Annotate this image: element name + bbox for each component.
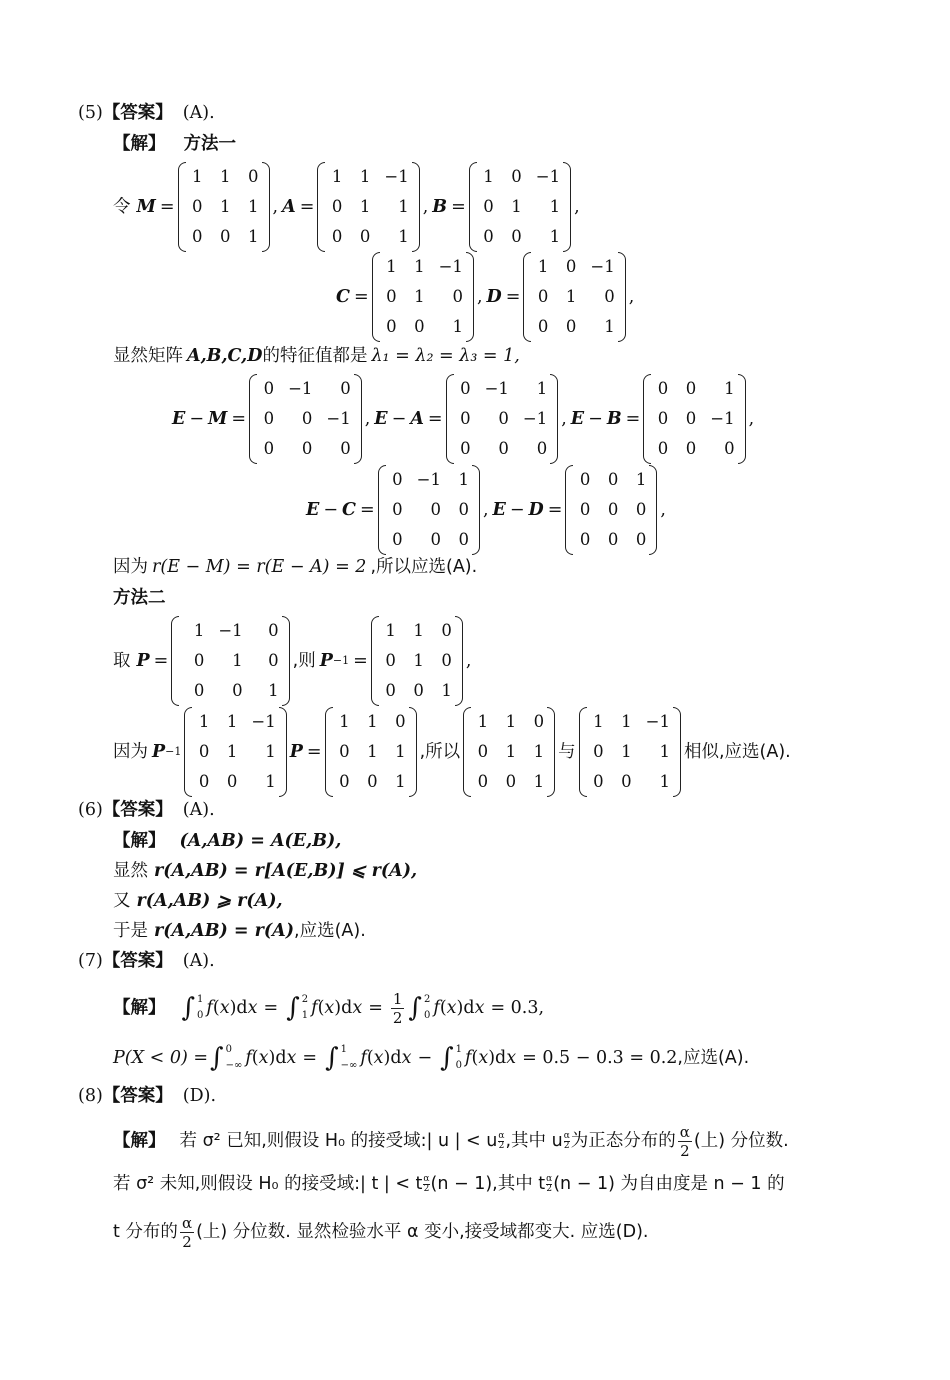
q5-label: (5) xyxy=(78,103,103,123)
matrix-B xyxy=(469,162,571,252)
q8-text-3: 为正态分布的 xyxy=(570,1131,676,1151)
matrix-cell: 0 xyxy=(263,379,275,398)
matrix-cell: 0 xyxy=(340,379,351,398)
matrix-cell: 0 xyxy=(386,317,397,336)
matrix-cell: 1 xyxy=(511,197,522,216)
matrix-cell: 0 xyxy=(657,409,669,428)
right-paren xyxy=(455,616,463,706)
matrix-cell: 1 xyxy=(248,227,259,246)
left-paren xyxy=(171,616,179,706)
right-paren xyxy=(673,707,681,797)
matrix-def-line-2: C = 1 1 −1 0 1 0 0 0 1 , D = 1 0 −1 0 1 0 0 0 1 , xyxy=(336,252,634,342)
matrix-cell: 1 xyxy=(398,227,409,246)
eig-mid: 的特征值都是 xyxy=(262,346,368,366)
matrix-cell: 0 xyxy=(268,651,279,670)
matrix-S1 xyxy=(184,707,286,797)
matrix-cell: −1 xyxy=(288,379,313,398)
matrix-cell: 1 xyxy=(220,197,231,216)
matrix-cell: 0 xyxy=(724,439,735,458)
q8-text-7: (n − 1) 为自由度是 n − 1 的 xyxy=(553,1174,785,1194)
matrix-cell: 1 xyxy=(565,287,577,306)
similar-conclusion: 相似,应选(A). xyxy=(683,742,791,762)
q8-text-6: (n − 1),其中 t xyxy=(430,1174,546,1194)
matrix-grid xyxy=(257,374,354,464)
solution-tag: 【解】 xyxy=(113,134,166,154)
matrix-grid xyxy=(380,252,466,342)
right-paren xyxy=(738,374,746,464)
matrix-grid xyxy=(587,707,673,797)
matrix-cell: 0 xyxy=(537,317,549,336)
matrix-cell: 1 xyxy=(593,712,604,731)
matrix-cell: 1 xyxy=(452,317,463,336)
right-paren xyxy=(409,707,417,797)
matrix-cell: 1 xyxy=(659,742,670,761)
q5-answer-line xyxy=(78,100,215,126)
matrix-cell: 1 xyxy=(220,167,231,186)
solution-tag: 【解】 xyxy=(113,1131,166,1151)
left-paren xyxy=(371,616,379,706)
matrix-cell: 0 xyxy=(607,470,619,489)
matrix-cell: 1 xyxy=(232,651,243,670)
matrix-E-minus-M xyxy=(249,374,362,464)
matrix-cell: 0 xyxy=(452,287,463,306)
solution-tag: 【解】 xyxy=(113,831,166,851)
matrix-cell: −1 xyxy=(251,712,276,731)
matrix-cell: 0 xyxy=(505,772,517,791)
matrix-cell: 0 xyxy=(579,530,591,549)
q8-solution-line-3: t 分布的 $\frac{\alpha}{2}$ (上) 分位数. 显然检验水平 α 变小,接受域都变大. 应选(D). xyxy=(113,1213,649,1251)
matrix-cell: 0 xyxy=(248,167,259,186)
matrix-cell: 0 xyxy=(392,500,403,519)
matrix-cell: 0 xyxy=(657,439,669,458)
matrix-cell: 0 xyxy=(331,227,343,246)
q7-equation-line-1: 【解】 ∫ 1 0 f ( x )d x = ∫ 2 1 f ( x )d x = $\frac{1}{2}$ ∫ 2 0 f ( x )d x = 0.3, xyxy=(113,989,545,1027)
q7-label: (7) xyxy=(78,951,103,971)
matrix-cell: 0 xyxy=(441,651,452,670)
matrix-cell: 0 xyxy=(192,227,203,246)
left-paren xyxy=(579,707,587,797)
q8-text-1: 若 σ² 已知,则假设 H₀ 的接受域:| u | < u xyxy=(179,1131,498,1151)
right-paren xyxy=(354,374,362,464)
matrix-cell: 0 xyxy=(458,530,469,549)
matrix-cell: 0 xyxy=(685,379,697,398)
matrix-cell: 1 xyxy=(604,317,615,336)
matrix-cell: −1 xyxy=(438,257,463,276)
right-paren xyxy=(279,707,287,797)
matrix-cell: 0 xyxy=(413,681,424,700)
answer-tag: 【答案】 xyxy=(102,1086,173,1106)
matrix-grid xyxy=(186,162,262,252)
matrix-cell: 1 xyxy=(414,287,425,306)
matrix-cell: 0 xyxy=(263,439,275,458)
matrix-cell: 1 xyxy=(268,681,279,700)
right-paren xyxy=(412,162,420,252)
matrix-C xyxy=(372,252,474,342)
matrix-cell: 0 xyxy=(533,712,545,731)
matrix-grid xyxy=(379,616,455,706)
right-paren xyxy=(649,465,657,555)
matrix-grid xyxy=(471,707,547,797)
matrix-cell: 1 xyxy=(398,197,409,216)
q8-text-5: 若 σ² 未知,则假设 H₀ 的接受域:| t | < t xyxy=(113,1174,423,1194)
matrix-cell: 1 xyxy=(477,712,489,731)
q6-equation-4: r(A,AB) = r(A) xyxy=(154,921,295,941)
matrix-grid xyxy=(325,162,411,252)
q8-text-4: (上) 分位数. xyxy=(693,1131,789,1151)
matrix-cell: 1 xyxy=(533,742,545,761)
matrix-cell: 0 xyxy=(339,742,350,761)
matrix-cell: 0 xyxy=(220,227,231,246)
matrix-cell: 0 xyxy=(565,317,577,336)
right-paren xyxy=(547,707,555,797)
matrix-grid xyxy=(192,707,278,797)
matrix-S1-copy xyxy=(579,707,681,797)
matrix-cell: 1 xyxy=(724,379,735,398)
q7-answer: (A). xyxy=(182,951,215,971)
q6-text-4: 于是 xyxy=(113,921,148,941)
right-paren xyxy=(282,616,290,706)
matrix-cell: −1 xyxy=(484,379,509,398)
right-paren xyxy=(550,374,558,464)
q6-answer-line xyxy=(78,797,215,823)
matrix-grid xyxy=(179,616,281,706)
matrix-cell: 0 xyxy=(565,257,577,276)
matrix-cell: 1 xyxy=(536,379,548,398)
matrix-cell: 1 xyxy=(549,197,561,216)
matrix-grid xyxy=(386,465,472,555)
matrix-cell: 0 xyxy=(604,287,615,306)
matrix-cell: 1 xyxy=(359,197,371,216)
solution-tag: 【解】 xyxy=(113,998,166,1018)
matrix-cell: 0 xyxy=(339,772,350,791)
matrix-cell: 0 xyxy=(268,621,279,640)
matrix-cell: 0 xyxy=(460,379,471,398)
matrix-cell: −1 xyxy=(535,167,561,186)
matrix-cell: −1 xyxy=(645,712,670,731)
matrix-cell: 0 xyxy=(386,287,397,306)
q8-solution-line-1: 【解】 若 σ² 已知,则假设 H₀ 的接受域:| u | < u α 2 ,其中 u α 2 为正态分布的 $\frac{\alpha}{2}$ (上) 分位数. xyxy=(113,1122,789,1160)
matrix-cell: 0 xyxy=(511,167,522,186)
left-paren xyxy=(469,162,477,252)
matrix-cell: 0 xyxy=(621,772,632,791)
method-two-line xyxy=(113,585,166,611)
matrix-cell: −1 xyxy=(218,621,243,640)
matrix-cell: 0 xyxy=(458,500,469,519)
matrix-cell: 0 xyxy=(340,439,351,458)
matrix-cell: 1 xyxy=(621,742,632,761)
matrix-cell: 1 xyxy=(331,167,343,186)
q7-conclusion: ,应选(A). xyxy=(677,1048,750,1068)
rank-conclusion-line xyxy=(113,554,477,580)
answer-tag: 【答案】 xyxy=(102,103,173,123)
right-paren xyxy=(563,162,571,252)
q8-text-9: (上) 分位数. 显然检验水平 α 变小,接受域都变大. 应选(D). xyxy=(196,1222,649,1242)
matrix-cell: 0 xyxy=(192,197,203,216)
left-paren xyxy=(178,162,186,252)
matrix-cell: 1 xyxy=(265,772,276,791)
left-paren xyxy=(463,707,471,797)
matrix-cell: 0 xyxy=(579,470,591,489)
q7-equation-line-2: P(X < 0) = ∫ 0 −∞ f ( x )d x = ∫ 1 −∞ f ( x )d x − ∫ 1 0 f ( x )d x = 0.5 − 0.3 = 0.2 ,应选(A). xyxy=(113,1043,750,1073)
q7-answer-line xyxy=(78,948,215,974)
matrix-cell: 0 xyxy=(232,681,243,700)
matrix-cell: 0 xyxy=(607,530,619,549)
q6-solution-line-3 xyxy=(113,888,283,914)
matrix-cell: 0 xyxy=(392,470,403,489)
matrix-cell: 1 xyxy=(265,742,276,761)
q7-result-2: = 0.5 − 0.3 = 0.2 xyxy=(522,1048,678,1068)
because-word-2: 因为 xyxy=(113,742,148,762)
conclusion-text: ,所以应选(A). xyxy=(370,557,478,577)
matrix-cell: 0 xyxy=(460,439,471,458)
q8-text-2: ,其中 u xyxy=(505,1131,563,1151)
matrix-cell: 0 xyxy=(685,439,697,458)
matrix-cell: −1 xyxy=(590,257,615,276)
matrix-cell: 0 xyxy=(414,317,425,336)
q6-solution-line-2 xyxy=(113,858,417,884)
take-word: 取 xyxy=(113,651,131,671)
matrix-grid xyxy=(454,374,551,464)
matrix-grid xyxy=(531,252,617,342)
matrix-cell: 1 xyxy=(367,712,378,731)
matrix-cell: 0 xyxy=(301,439,313,458)
right-paren xyxy=(262,162,270,252)
matrix-cell: 0 xyxy=(395,712,406,731)
difference-matrices-line-2: E − C = 0 −1 1 0 0 0 0 0 0 , E − D = 0 0 1 0 0 0 0 0 0 , xyxy=(306,465,666,555)
matrix-cell: 0 xyxy=(430,530,441,549)
matrix-grid xyxy=(477,162,563,252)
let-word: 令 xyxy=(113,197,131,217)
matrix-cell: 1 xyxy=(441,681,452,700)
q6-text-3: 又 xyxy=(113,891,131,911)
q6-label: (6) xyxy=(78,800,103,820)
q8-label: (8) xyxy=(78,1086,103,1106)
matrix-cell: 0 xyxy=(263,409,275,428)
q8-solution-line-2: 若 σ² 未知,则假设 H₀ 的接受域:| t | < t α 2 (n − 1),其中 t α 2 (n − 1) 为自由度是 n − 1 的 xyxy=(113,1166,785,1202)
matrix-cell: 0 xyxy=(198,772,210,791)
eigenvalue-line xyxy=(113,343,520,369)
matrix-cell: 1 xyxy=(505,712,517,731)
matrix-cell: 0 xyxy=(483,197,494,216)
eig-text: 显然矩阵 xyxy=(113,346,183,366)
left-paren xyxy=(378,465,386,555)
q8-answer: (D). xyxy=(182,1086,217,1106)
matrix-cell: 1 xyxy=(395,772,406,791)
matrix-cell: 1 xyxy=(339,712,350,731)
left-paren xyxy=(372,252,380,342)
q7-result-1: = 0.3, xyxy=(490,998,545,1018)
left-paren xyxy=(184,707,192,797)
matrix-cell: 0 xyxy=(193,681,205,700)
left-paren xyxy=(565,465,573,555)
matrix-cell: 0 xyxy=(483,227,494,246)
answer-tag: 【答案】 xyxy=(102,951,173,971)
q5-solution-head xyxy=(113,131,236,157)
matrix-cell: 1 xyxy=(395,742,406,761)
eig-values: λ₁ = λ₂ = λ₃ = 1, xyxy=(371,346,520,366)
matrix-cell: 0 xyxy=(607,500,619,519)
matrix-cell: −1 xyxy=(710,409,735,428)
matrix-cell: 1 xyxy=(537,257,549,276)
matrix-cell: 0 xyxy=(593,772,604,791)
matrix-cell: 1 xyxy=(359,167,371,186)
left-paren xyxy=(446,374,454,464)
matrix-cell: 1 xyxy=(385,621,396,640)
similarity-line: 因为 P −1 1 1 −1 0 1 1 0 0 1 P = 1 1 0 0 1 1 0 0 1 ,所以 1 1 0 0 1 1 0 0 1 与 1 1 −1 0 1 1 0 0 1 相似,应选(A). xyxy=(113,707,791,797)
q6-solution-line-4 xyxy=(113,918,366,944)
matrix-cell: 1 xyxy=(248,197,259,216)
matrix-grid xyxy=(651,374,737,464)
left-paren xyxy=(643,374,651,464)
q6-equation-1: (A,AB) = A(E,B), xyxy=(179,831,342,851)
q6-solution-line-1 xyxy=(113,828,341,854)
q6-text-2: 显然 xyxy=(113,861,148,881)
matrix-cell: 1 xyxy=(533,772,545,791)
matrix-cell: 1 xyxy=(193,621,205,640)
matrix-cell: 0 xyxy=(385,681,396,700)
left-paren xyxy=(317,162,325,252)
matrix-cell: 0 xyxy=(460,409,471,428)
matrix-cell: 0 xyxy=(685,409,697,428)
matrix-cell: 1 xyxy=(505,742,517,761)
matrix-cell: 0 xyxy=(359,227,371,246)
matrix-cell: 0 xyxy=(430,500,441,519)
matrix-cell: 0 xyxy=(477,742,489,761)
q6-answer: (A). xyxy=(182,800,215,820)
matrix-cell: 0 xyxy=(198,742,210,761)
and-word: 与 xyxy=(558,742,576,762)
matrix-cell: 0 xyxy=(226,772,238,791)
matrix-M xyxy=(178,162,270,252)
matrix-cell: 0 xyxy=(498,439,509,458)
matrix-grid xyxy=(573,465,649,555)
q7-prob-label: P(X < 0) = xyxy=(113,1048,209,1068)
difference-matrices-line-1: E − M = 0 −1 0 0 0 −1 0 0 0 , E − A = 0 −1 1 0 0 −1 0 0 0 , E − B = 0 0 1 0 0 −1 0 0 0 , xyxy=(172,374,754,464)
matrix-cell: 1 xyxy=(413,621,424,640)
matrix-cell: 1 xyxy=(198,712,210,731)
right-paren xyxy=(466,252,474,342)
matrix-cell: 0 xyxy=(593,742,604,761)
matrix-cell: 0 xyxy=(536,439,548,458)
matrix-cell: 0 xyxy=(301,409,313,428)
matrix-cell: 1 xyxy=(621,712,632,731)
matrix-cell: 0 xyxy=(657,379,669,398)
left-paren xyxy=(325,707,333,797)
matrix-cell: 0 xyxy=(537,287,549,306)
matrix-E-minus-D xyxy=(565,465,657,555)
matrix-cell: −1 xyxy=(522,409,548,428)
matrix-E-minus-C xyxy=(378,465,480,555)
matrix-def-line-1: 令 M = 1 1 0 0 1 1 0 0 1 , A = 1 1 −1 0 1 1 0 0 1 , B = 1 0 −1 0 1 1 0 0 1 , xyxy=(113,162,580,252)
matrix-cell: 0 xyxy=(367,772,378,791)
then-word: ,则 xyxy=(292,651,316,671)
matrix-cell: 0 xyxy=(392,530,403,549)
q6-conclusion: ,应选(A). xyxy=(294,921,366,941)
matrix-cell: 0 xyxy=(635,500,647,519)
q8-answer-line xyxy=(78,1083,216,1109)
eig-matrices: A,B,C,D xyxy=(187,346,263,366)
matrix-cell: 0 xyxy=(331,197,343,216)
matrix-E-minus-B xyxy=(643,374,745,464)
matrix-P xyxy=(171,616,289,706)
matrix-cell: 1 xyxy=(549,227,561,246)
matrix-cell: 1 xyxy=(414,257,425,276)
rank-equation: r(E − M) = r(E − A) = 2 xyxy=(152,557,367,577)
q5-answer: (A). xyxy=(182,103,215,123)
matrix-cell: 0 xyxy=(498,409,509,428)
matrix-cell: 1 xyxy=(192,167,203,186)
left-paren xyxy=(249,374,257,464)
matrix-cell: −1 xyxy=(326,409,351,428)
matrix-cell: −1 xyxy=(416,470,441,489)
matrix-E-minus-A xyxy=(446,374,559,464)
method-one-title: 方法一 xyxy=(183,134,236,154)
matrix-cell: 0 xyxy=(385,651,396,670)
so-word: ,所以 xyxy=(419,742,461,762)
matrix-S2 xyxy=(325,707,417,797)
matrix-cell: 1 xyxy=(635,470,647,489)
matrix-cell: 1 xyxy=(659,772,670,791)
matrix-cell: 1 xyxy=(226,742,238,761)
q8-text-8: t 分布的 xyxy=(113,1222,178,1242)
p-def-line: 取 P = 1 −1 0 0 1 0 0 0 1 ,则 P −1 = 1 1 0 0 1 0 0 0 1 , xyxy=(113,616,471,706)
matrix-cell: 0 xyxy=(441,621,452,640)
right-paren xyxy=(618,252,626,342)
q6-equation-2: r(A,AB) = r[A(E,B)] ⩽ r(A), xyxy=(154,861,418,881)
matrix-cell: 1 xyxy=(483,167,494,186)
matrix-cell: −1 xyxy=(384,167,409,186)
matrix-cell: 0 xyxy=(511,227,522,246)
right-paren xyxy=(472,465,480,555)
matrix-cell: 1 xyxy=(386,257,397,276)
matrix-grid xyxy=(333,707,409,797)
because-word: 因为 xyxy=(113,557,148,577)
matrix-cell: 1 xyxy=(226,712,238,731)
answer-tag: 【答案】 xyxy=(102,800,173,820)
matrix-A xyxy=(317,162,419,252)
left-paren xyxy=(523,252,531,342)
matrix-cell: 1 xyxy=(367,742,378,761)
matrix-P-inverse xyxy=(371,616,463,706)
matrix-cell: 1 xyxy=(413,651,424,670)
matrix-S2-copy xyxy=(463,707,555,797)
method-two-title: 方法二 xyxy=(113,588,166,608)
matrix-cell: 0 xyxy=(635,530,647,549)
matrix-cell: 0 xyxy=(477,772,489,791)
matrix-cell: 0 xyxy=(579,500,591,519)
matrix-cell: 0 xyxy=(193,651,205,670)
matrix-D xyxy=(523,252,625,342)
q6-equation-3: r(A,AB) ⩾ r(A), xyxy=(136,891,283,911)
matrix-cell: 1 xyxy=(458,470,469,489)
